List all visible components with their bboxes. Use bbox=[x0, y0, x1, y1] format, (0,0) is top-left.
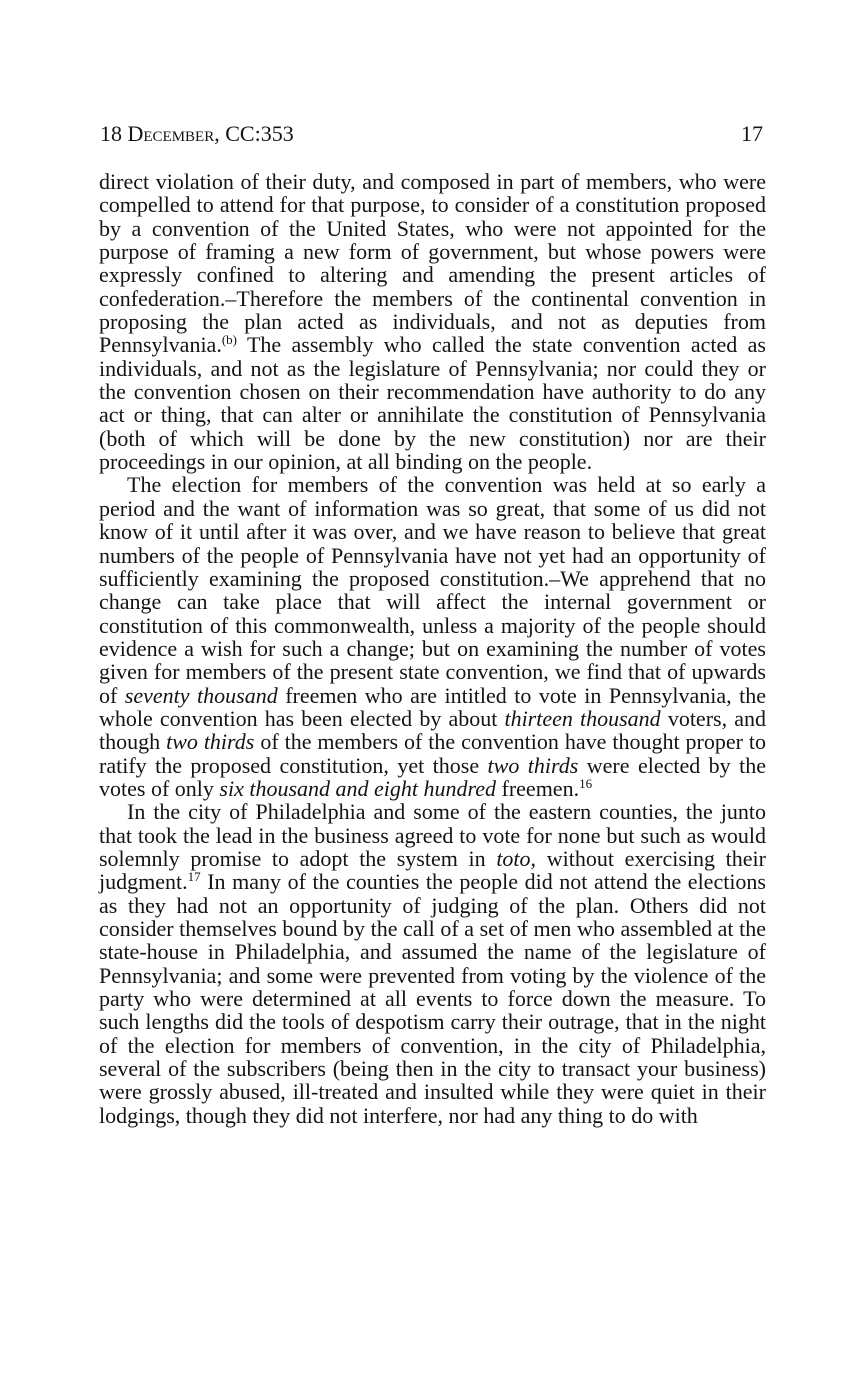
text-run: , without exercising their judgment. bbox=[99, 845, 766, 895]
text-run: of the members of the convention have thought proper to ratify the proposed constitution, yet those bbox=[99, 729, 766, 778]
text-run: The assembly who called the state convention acted as individuals, and not as the legislature of Pennsylvania; nor could they or the convention chosen on their recommendation have authority to do any act or thing, that can alter or annihilate the constitution of Pennsylvania (both of which will be done by the new constitution) nor are their proceedings in our opinion, at all binding on the people. bbox=[99, 332, 766, 475]
italic-run: six thousand and eight hundred bbox=[219, 775, 497, 801]
italic-run: two thirds bbox=[487, 752, 579, 778]
italic-run: seventy thousand bbox=[124, 682, 278, 708]
running-head-date: 18 December bbox=[100, 121, 215, 146]
text-run: The election for members of the convention was held at so early a period and the want of information was so great, that some of us did not know of it until after it was over, and we have reason to believe that great numbers of the people of Pennsylvania have not yet had an opportunity of sufficiently examining the proposed constitution.–We apprehend that no change can take place that will affect the internal government or constitution of this commonwealth, unless a majority of the people should evidence a wish for such a change; but on examining the number of votes given for members of the present state convention, we find that of upwards of bbox=[99, 472, 766, 708]
paragraph bbox=[99, 170, 766, 473]
footnote-marker: (b) bbox=[221, 332, 237, 348]
footnote-marker: 17 bbox=[187, 869, 201, 885]
italic-run: two thirds bbox=[166, 729, 255, 755]
paragraph bbox=[99, 800, 766, 1127]
running-head-citation bbox=[100, 121, 294, 147]
italic-run: thirteen thousand bbox=[504, 705, 661, 731]
italic-run: toto bbox=[496, 845, 531, 871]
text-run: voters, and though bbox=[99, 705, 766, 755]
running-head-doc-id: , CC:353 bbox=[214, 121, 294, 146]
paragraph bbox=[99, 473, 766, 800]
footnote-marker: 16 bbox=[579, 775, 593, 791]
text-run: were elected by the votes of only bbox=[99, 752, 766, 801]
text-run: freemen. bbox=[496, 775, 580, 801]
text-run: In many of the counties the people did not attend the elections as they had not an opportunity of judging of the plan. Others did not consider themselves bound by the call of a set of men who assembled at the state-house in Philadelphia, and assumed the name of the legislature of Pennsylvania; and some were prevented from voting by the violence of the party who were determined at all events to force down the measure. To such lengths did the tools of despotism carry their outrage, that in the night of the election for members of convention, in the city of Philadelphia, several of the subscribers (being then in the city to transact your business) were grossly abused, ill-treated and insulted while they were quiet in their lodgings, though they did not interfere, nor had any thing to do with bbox=[99, 869, 766, 1128]
text-run: direct violation of their duty, and composed in part of members, who were compelled to attend for that purpose, to consider of a constitution proposed by a convention of the United States, who were not appointed for the purpose of framing a new form of government, but whose powers were expressly confined to altering and amending the present articles of confederation.–Therefore the members of the continental convention in proposing the plan acted as individuals, and not as deputies from Pennsylvania. bbox=[99, 169, 766, 358]
text-run: In the city of Philadelphia and some of the eastern counties, the junto that took the lead in the business agreed to vote for none but such as would solemnly promise to adopt the system in bbox=[99, 799, 766, 871]
body-text bbox=[99, 170, 766, 1127]
running-head bbox=[100, 121, 763, 151]
text-run: freemen who are intitled to vote in Pennsylvania, the whole convention has been elected by about bbox=[99, 682, 767, 731]
page-number: 17 bbox=[741, 121, 763, 146]
